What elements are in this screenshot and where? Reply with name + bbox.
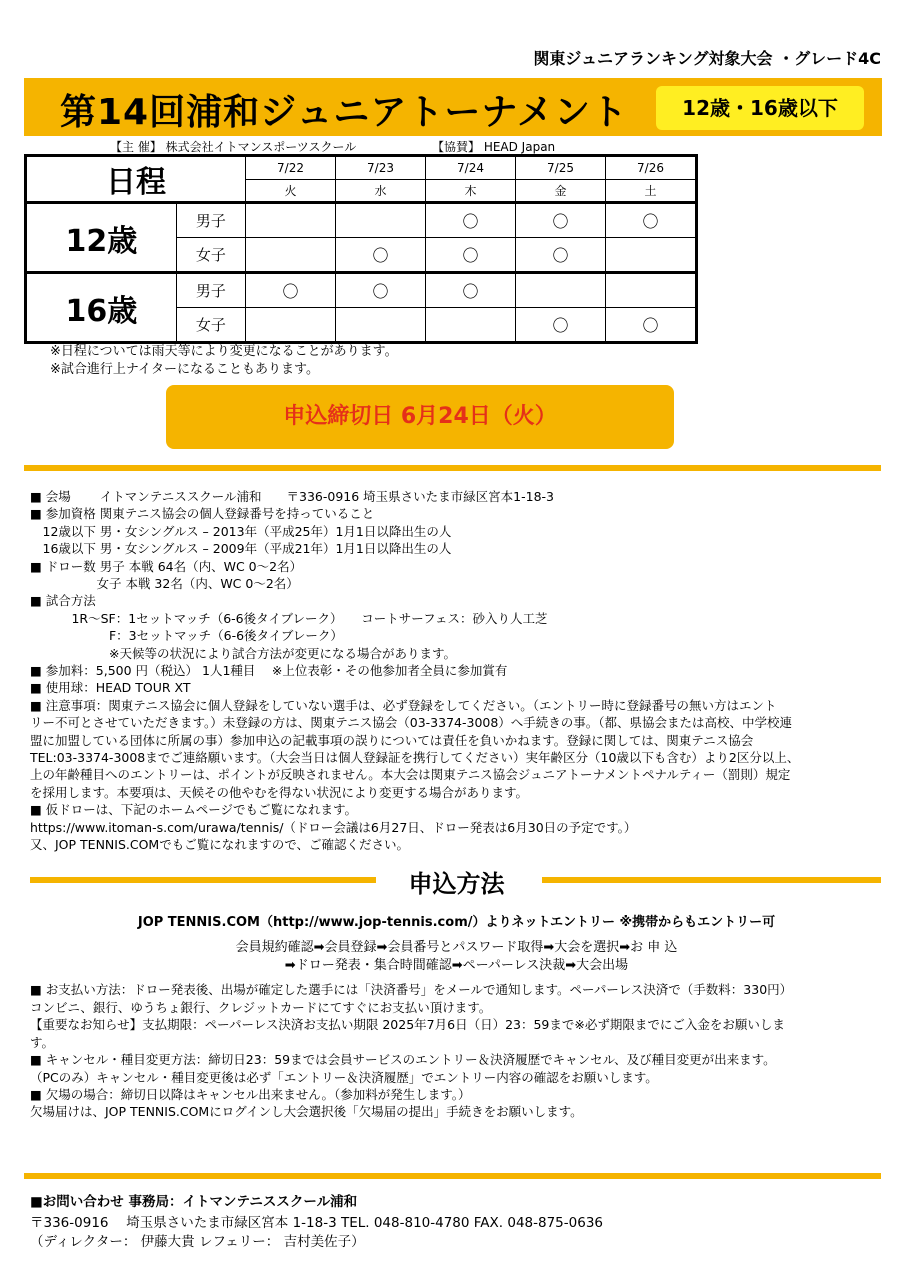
age-badge: 12歳・16歳以下 [656,86,864,130]
schedule-day: 火 [246,179,336,203]
payment-line: ■ 欠場の場合：締切日以降はキャンセル出来ません。（参加料が発生します。） [30,1087,471,1102]
schedule-mark: 〇 [606,203,697,238]
detail-line: ■ ドロー数 男子 本戦 64名（内、WC 0～2名） [30,558,303,574]
detail-line: 上の年齢種目へのエントリーは、ポイントが反映されません。本大会は関東テニス協会ジュニアトーナメントペナルティー（罰則）規定 [30,767,791,783]
schedule-mark: 〇 [336,273,426,308]
sex-label: 男子 [176,203,245,238]
payment-line: 欠場届けは、JOP TENNIS.COMにログインし大会選択後「欠場届の提出」手続きをお願いします。 [30,1104,583,1119]
schedule-day: 土 [606,179,697,203]
detail-line: 又、JOP TENNIS.COMでもご覧になれますので、ご確認ください。 [30,837,409,852]
detail-line: ■ 注意事項：関東テニス協会に個人登録をしていない選手は、必ず登録をしてください。（エントリー時に登録番号の無い方はエント [30,697,777,713]
detail-line: 女子 本戦 32名（内、WC 0～2名） [30,576,299,591]
payment-line: 【重要なお知らせ】支払期限：ペーパーレス決済お支払い期限 2025年7月6日（日）23：59まで※必ず期限までにご入金をお願いしま [30,1017,785,1032]
schedule-note: ※試合進行上ナイターになることもあります。 [50,362,319,377]
schedule-mark [246,203,336,238]
schedule-mark: 〇 [606,308,697,343]
schedule-date: 7/26 [606,156,697,180]
payment-line: コンビニ、銀行、ゆうちょ銀行、クレジットカードにてすぐにお支払い頂けます。 [30,1000,492,1015]
schedule-mark: 〇 [336,238,426,273]
detail-line: ■ 参加資格 関東テニス協会の個人登録番号を持っていること [30,506,375,522]
schedule-date: 7/23 [336,156,426,180]
detail-line: ■ 参加料：5,500 円（税込） 1人1種目 ※上位表彰・その他参加者全員に参加賞有 [30,663,508,678]
schedule-mark [426,308,516,343]
detail-line: ■ 試合方法 [30,593,96,609]
schedule-day: 金 [516,179,606,203]
payment-line: ■ キャンセル・種目変更方法：締切日23：59までは会員サービスのエントリー＆決済履歴でキャンセル、及び種目変更が出来ます。 [30,1052,776,1067]
schedule-mark: 〇 [516,238,606,273]
schedule-date: 7/25 [516,156,606,180]
schedule-label: 日程 [26,156,246,203]
detail-line: 12歳以下 男・女シングルス – 2013年（平成25年）1月1日以降出生の人 [30,523,452,539]
contact-line: 〒336-0916 埼玉県さいたま市緑区宮本 1-18-3 TEL. 048-810-4780 FAX. 048-875-0636 [30,1215,603,1231]
schedule-mark: 〇 [426,238,516,273]
schedule-mark: 〇 [426,273,516,308]
schedule-day: 水 [336,179,426,203]
grade-label: 関東ジュニアランキング対象大会 ・グレード4C [533,49,881,68]
entry-line: JOP TENNIS.COM（http://www.jop-tennis.com/）よりネットエントリー ※携帯からもエントリー可 [137,915,776,930]
payment-line: す。 [30,1035,55,1050]
detail-line: を採用します。本要項は、天候その他やむを得ない状況により変更する場合があります。 [30,784,529,800]
sex-label: 男子 [176,273,245,308]
schedule-mark: 〇 [426,203,516,238]
schedule-mark: 〇 [516,203,606,238]
payment-line: （PCのみ）キャンセル・種目変更後は必ず「エントリー＆決済履歴」でエントリー内容の確認をお願いします。 [30,1070,658,1085]
payment-line: ■ お支払い方法：ドロー発表後、出場が確定した選手には「決済番号」をメールで通知します。ペーパーレス決済で（手数料：330円） [30,982,793,997]
organizer: 【主 催】 株式会社イトマンスポーツスクール [110,140,357,154]
schedule-mark [606,238,697,273]
flow-line: 会員規約確認➡会員登録➡会員番号とパスワード取得➡大会を選択➡お 申 込 [235,940,678,955]
schedule-note: ※日程については雨天等により変更になることがあります。 [50,344,398,359]
page-title: 第14回浦和ジュニアトーナメント [60,92,628,133]
schedule-mark [246,308,336,343]
sex-label: 女子 [176,238,245,273]
detail-line: ※天候等の状況により試合方法が変更になる場合があります。 [30,645,456,661]
schedule-mark: 〇 [246,273,336,308]
detail-line: https://www.itoman-s.com/urawa/tennis/（ドロー会議は6月27日、ドロー発表は6月30日の予定です。） [30,819,637,835]
detail-line: F：3セットマッチ（6-6後タイブレーク） [30,628,343,644]
detail-line: 盟に加盟している団体に所属の事）参加申込の記載事項の誤りについては責任を負いかねます。登録に関しては、関東テニス協会 [30,732,754,748]
schedule-mark: 〇 [516,308,606,343]
schedule-mark [606,273,697,308]
contact-line: （ディレクター： 伊藤大貴 レフェリー： 吉村美佐子） [30,1234,365,1250]
schedule-mark [336,308,426,343]
detail-line: ■ 使用球：HEAD TOUR XT [30,680,191,696]
sponsor: 【協賛】 HEAD Japan [432,140,556,154]
schedule-date: 7/22 [246,156,336,180]
age-group-12: 12歳 [26,203,177,273]
schedule-mark [516,273,606,308]
schedule-table [24,154,698,344]
application-title: 申込方法 [408,870,505,898]
detail-line: ■ 会場 イトマンテニススクール浦和 〒336-0916 埼玉県さいたま市緑区宮本1-18-3 [30,489,554,504]
schedule-day: 木 [426,179,516,203]
detail-line: ■ 仮ドローは、下記のホームページでもご覧になれます。 [30,802,358,818]
divider [24,1173,881,1179]
detail-line: 1R～SF：1セットマッチ（6-6後タイブレーク） コートサーフェス：砂入り人工芝 [30,610,548,626]
detail-line: TEL:03-3374-3008までご連絡願います。（大会当日は個人登録証を携行してください）実年齢区分（10歳以下も含む）より2区分以上、 [30,750,800,765]
sex-label: 女子 [176,308,245,343]
age-group-16: 16歳 [26,273,177,343]
flow-line: ➡ドロー発表・集合時間確認➡ペーパーレス決裁➡大会出場 [284,958,629,973]
detail-line: 16歳以下 男・女シングルス – 2009年（平成21年）1月1日以降出生の人 [30,541,452,557]
schedule-mark [336,203,426,238]
deadline-banner: 申込締切日 6月24日（火） [166,385,674,449]
schedule-date: 7/24 [426,156,516,180]
contact-line: ■お問い合わせ 事務局：イトマンテニススクール浦和 [30,1194,358,1210]
divider [24,465,881,471]
detail-line: リー不可とさせていただきます。）未登録の方は、関東テニス協会（03-3374-3008）へ手続きの事。（都、県協会または高校、中学校連 [30,715,793,731]
schedule-mark [246,238,336,273]
